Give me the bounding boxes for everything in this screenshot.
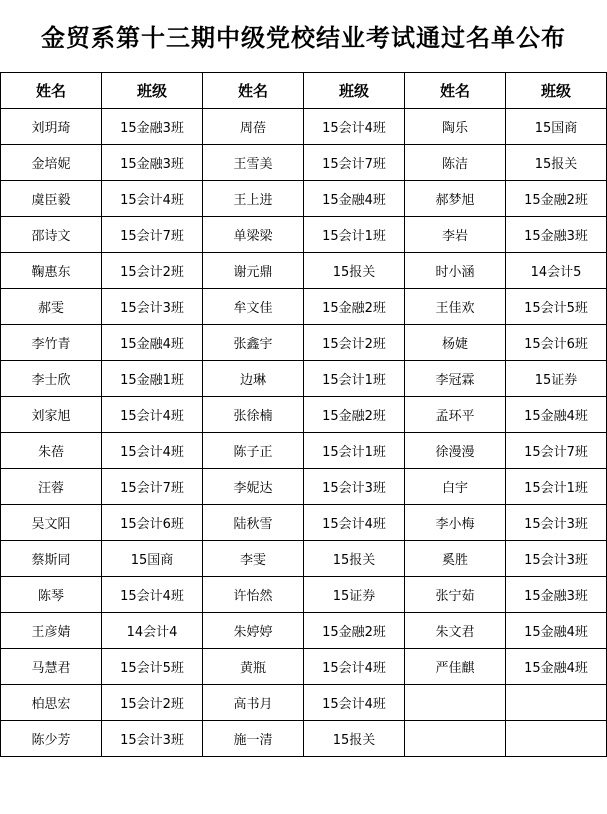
class-cell: 15金融4班	[506, 613, 607, 649]
table-row	[1, 541, 607, 577]
class-cell: 15报关	[304, 541, 405, 577]
class-cell: 15会计1班	[304, 361, 405, 397]
class-cell: 15会计5班	[102, 649, 203, 685]
student-name-cell: 王雪美	[203, 145, 304, 181]
class-cell: 15会计3班	[102, 289, 203, 325]
student-name-cell: 王上进	[203, 181, 304, 217]
student-name-cell: 张宁茹	[405, 577, 506, 613]
class-cell: 15金融2班	[304, 397, 405, 433]
class-cell: 15金融4班	[304, 181, 405, 217]
student-name-cell: 许怡然	[203, 577, 304, 613]
table-row	[1, 253, 607, 289]
column-header-name: 姓名	[1, 73, 102, 109]
class-cell: 15金融2班	[304, 289, 405, 325]
class-cell: 14会计5	[506, 253, 607, 289]
table-row	[1, 397, 607, 433]
class-cell: 15金融3班	[102, 145, 203, 181]
table-row	[1, 181, 607, 217]
class-cell: 15会计5班	[506, 289, 607, 325]
class-cell: 15会计2班	[304, 325, 405, 361]
student-name-cell: 陆秋雪	[203, 505, 304, 541]
student-name-cell: 李竹青	[1, 325, 102, 361]
class-cell: 15会计4班	[304, 685, 405, 721]
student-name-cell: 单梁梁	[203, 217, 304, 253]
student-name-cell: 王彦婧	[1, 613, 102, 649]
class-cell: 15会计3班	[304, 469, 405, 505]
class-cell	[506, 685, 607, 721]
header-row	[1, 73, 607, 109]
student-name-cell: 李雯	[203, 541, 304, 577]
class-cell: 15国商	[506, 109, 607, 145]
student-name-cell: 王佳欢	[405, 289, 506, 325]
class-cell: 15会计1班	[506, 469, 607, 505]
student-name-cell: 蔡斯同	[1, 541, 102, 577]
class-cell: 15证券	[506, 361, 607, 397]
class-cell: 15会计4班	[102, 397, 203, 433]
student-name-cell: 朱蓓	[1, 433, 102, 469]
student-name-cell: 马慧君	[1, 649, 102, 685]
student-name-cell: 鞠惠东	[1, 253, 102, 289]
class-cell: 15金融4班	[102, 325, 203, 361]
student-name-cell: 朱婷婷	[203, 613, 304, 649]
student-name-cell: 张徐楠	[203, 397, 304, 433]
student-name-cell: 杨婕	[405, 325, 506, 361]
student-name-cell: 施一清	[203, 721, 304, 757]
class-cell: 15会计1班	[304, 433, 405, 469]
class-cell	[506, 721, 607, 757]
student-name-cell: 徐漫漫	[405, 433, 506, 469]
class-cell: 15会计4班	[102, 577, 203, 613]
class-cell: 14会计4	[102, 613, 203, 649]
column-header-class: 班级	[506, 73, 607, 109]
class-cell: 15会计1班	[304, 217, 405, 253]
student-name-cell: 李冠霖	[405, 361, 506, 397]
table-row	[1, 109, 607, 145]
student-name-cell: 金培妮	[1, 145, 102, 181]
class-cell: 15会计4班	[304, 109, 405, 145]
table-row	[1, 145, 607, 181]
student-name-cell: 郝雯	[1, 289, 102, 325]
student-name-cell: 陈少芳	[1, 721, 102, 757]
class-cell: 15会计7班	[102, 217, 203, 253]
table-row	[1, 217, 607, 253]
student-name-cell: 高书月	[203, 685, 304, 721]
class-cell: 15会计2班	[102, 253, 203, 289]
student-name-cell: 李岩	[405, 217, 506, 253]
student-name-cell: 虞臣毅	[1, 181, 102, 217]
table-row	[1, 469, 607, 505]
roster-body	[1, 109, 607, 757]
student-name-cell	[405, 721, 506, 757]
class-cell: 15金融4班	[506, 397, 607, 433]
student-name-cell: 黄瓶	[203, 649, 304, 685]
class-cell: 15会计4班	[102, 181, 203, 217]
student-name-cell: 白宇	[405, 469, 506, 505]
table-row	[1, 649, 607, 685]
student-name-cell: 牟文佳	[203, 289, 304, 325]
student-name-cell: 陈洁	[405, 145, 506, 181]
student-name-cell: 李士欣	[1, 361, 102, 397]
class-cell: 15会计2班	[102, 685, 203, 721]
class-cell: 15报关	[506, 145, 607, 181]
table-row	[1, 577, 607, 613]
student-name-cell: 边琳	[203, 361, 304, 397]
class-cell: 15金融1班	[102, 361, 203, 397]
student-name-cell: 谢元鼎	[203, 253, 304, 289]
student-name-cell: 郝梦旭	[405, 181, 506, 217]
page-title: 金贸系第十三期中级党校结业考试通过名单公布	[41, 24, 566, 52]
class-cell: 15金融3班	[102, 109, 203, 145]
class-cell: 15金融3班	[506, 217, 607, 253]
class-cell: 15会计4班	[102, 433, 203, 469]
student-name-cell: 朱文君	[405, 613, 506, 649]
student-name-cell: 汪蓉	[1, 469, 102, 505]
class-cell: 15金融2班	[506, 181, 607, 217]
class-cell: 15会计7班	[304, 145, 405, 181]
class-cell: 15会计3班	[102, 721, 203, 757]
class-cell: 15会计3班	[506, 505, 607, 541]
class-cell: 15金融3班	[506, 577, 607, 613]
student-name-cell: 吴文阳	[1, 505, 102, 541]
class-cell: 15报关	[304, 253, 405, 289]
class-cell: 15会计7班	[102, 469, 203, 505]
student-name-cell: 李小梅	[405, 505, 506, 541]
class-cell: 15会计3班	[506, 541, 607, 577]
class-cell: 15会计4班	[304, 505, 405, 541]
class-cell: 15会计7班	[506, 433, 607, 469]
class-cell: 15金融4班	[506, 649, 607, 685]
table-row	[1, 685, 607, 721]
table-row	[1, 433, 607, 469]
table-row	[1, 613, 607, 649]
student-name-cell: 刘家旭	[1, 397, 102, 433]
student-name-cell: 孟环平	[405, 397, 506, 433]
student-name-cell: 柏思宏	[1, 685, 102, 721]
class-cell: 15会计6班	[506, 325, 607, 361]
table-row	[1, 361, 607, 397]
student-name-cell: 周蓓	[203, 109, 304, 145]
class-cell: 15金融2班	[304, 613, 405, 649]
column-header-class: 班级	[304, 73, 405, 109]
student-name-cell: 陈琴	[1, 577, 102, 613]
class-cell: 15会计6班	[102, 505, 203, 541]
student-name-cell: 刘玥琦	[1, 109, 102, 145]
student-name-cell: 严佳麒	[405, 649, 506, 685]
student-name-cell: 李妮达	[203, 469, 304, 505]
column-header-name: 姓名	[203, 73, 304, 109]
table-row	[1, 505, 607, 541]
table-row	[1, 721, 607, 757]
student-name-cell: 陶乐	[405, 109, 506, 145]
column-header-name: 姓名	[405, 73, 506, 109]
class-cell: 15报关	[304, 721, 405, 757]
column-header-class: 班级	[102, 73, 203, 109]
class-cell: 15会计4班	[304, 649, 405, 685]
student-name-cell: 陈子正	[203, 433, 304, 469]
student-name-cell: 奚胜	[405, 541, 506, 577]
table-row	[1, 289, 607, 325]
student-name-cell: 邵诗文	[1, 217, 102, 253]
table-row	[1, 325, 607, 361]
roster-table	[0, 72, 607, 757]
class-cell: 15国商	[102, 541, 203, 577]
student-name-cell: 张鑫宇	[203, 325, 304, 361]
student-name-cell	[405, 685, 506, 721]
class-cell: 15证券	[304, 577, 405, 613]
student-name-cell: 时小涵	[405, 253, 506, 289]
